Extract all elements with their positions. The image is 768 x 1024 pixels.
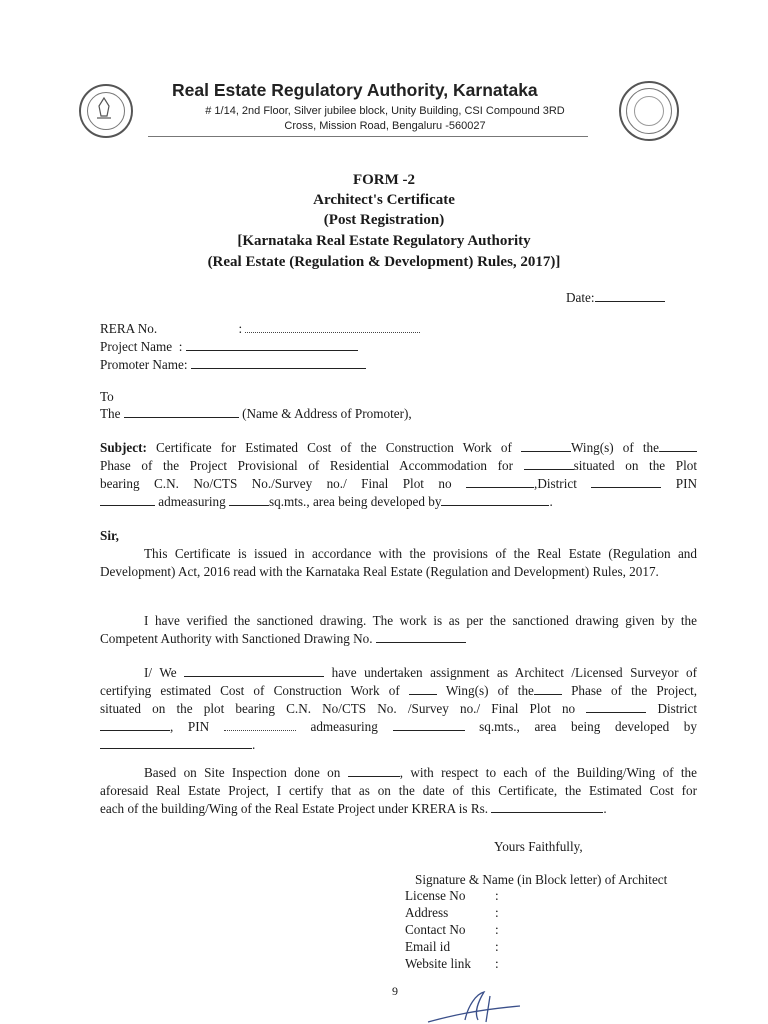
form-subtitle: (Post Registration) (323, 212, 445, 228)
project-name-label: Project Name (100, 339, 173, 354)
form-number: FORM -2 (352, 172, 416, 188)
paragraph-sanctioned-drawing: I have verified the sanctioned drawing. The work is as per the sanctioned drawing given by the Competent Authority with Sanctioned Drawing No. (100, 613, 697, 646)
form-title: Architect's Certificate (313, 192, 455, 208)
signature-item: Contact No : (405, 922, 499, 937)
form-authority: [Karnataka Real Estate Regulatory Authority (237, 233, 531, 249)
paragraph-act-reference: This Certificate is issued in accordance with the provisions of the Real Estate (Regulation and Development) Act, 2016 read with the Karnataka Real Estate (Regulation and Development) Rules, 2017. (100, 546, 697, 579)
promoter-name-label: Promoter Name: (100, 357, 188, 372)
authority-address-line2: Cross, Mission Road, Bengaluru -560027 (284, 120, 486, 132)
to-label: To (100, 389, 114, 404)
authority-address-line1: # 1/14, 2nd Floor, Silver jubilee block, Unity Building, CSI Compound 3RD (205, 105, 565, 117)
signature-details (405, 887, 499, 972)
subject-label: Subject: (100, 440, 147, 455)
handwritten-signature-icon (420, 988, 530, 1024)
date-label: Date: (566, 290, 595, 305)
to-promoter-line[interactable] (100, 405, 412, 423)
closing-yours-faithfully: Yours Faithfully, (494, 839, 583, 854)
signature-item: Address : (405, 905, 499, 920)
paragraph-estimated-cost: Based on Site Inspection done on , with respect to each of the Building/Wing of the aforesaid Real Estate Project, I certify that as on the date of this Certificate, the Estimated Cost for each of the building/Wing of the Real Estate Project under KRERA is Rs. . (100, 765, 697, 816)
project-name-field[interactable]: Project Name : (100, 338, 358, 356)
right-emblem-icon (619, 81, 679, 141)
page-number: 9 (392, 984, 398, 998)
promoter-name-field[interactable] (100, 356, 366, 374)
subject-block: Subject: Certificate for Estimated Cost of the Construction Work of Wing(s) of the Phase of the Project Provisional of Residential Accommodation for situated on the Plot bearing C.N. No/CTS No./Survey no./ Final Plot no ,District PIN admeasuring sq.mts., area being developed by . (100, 440, 698, 509)
header-divider (148, 136, 588, 137)
signature-item: Email id : (405, 939, 499, 954)
paragraph-assignment: I/ We have undertaken assignment as Architect /Licensed Surveyor of certifying estimated Cost of Construction Work of Wing(s) of the Phase of the Project, situated on the plot bearing C.N. No/CTS No. /Survey no./ Final Plot no District , PIN admeasuring sq.mts., area being developed by . (100, 665, 698, 752)
form-rules: (Real Estate (Regulation & Development) Rules, 2017)] (207, 254, 561, 270)
signature-item: License No : (405, 888, 499, 903)
authority-title: Real Estate Regulatory Authority, Karnataka (172, 80, 538, 100)
salutation: Sir, (100, 528, 119, 543)
name-address-label: (Name & Address of Promoter), (242, 406, 412, 421)
date-field[interactable] (566, 289, 665, 307)
the-label: The (100, 406, 121, 421)
rera-no-label: RERA No. (100, 321, 158, 336)
rera-no-field[interactable]: RERA No. : (100, 320, 420, 338)
signature-item: Website link : (405, 956, 499, 971)
signature-label: Signature & Name (in Block letter) of Architect (415, 872, 668, 887)
